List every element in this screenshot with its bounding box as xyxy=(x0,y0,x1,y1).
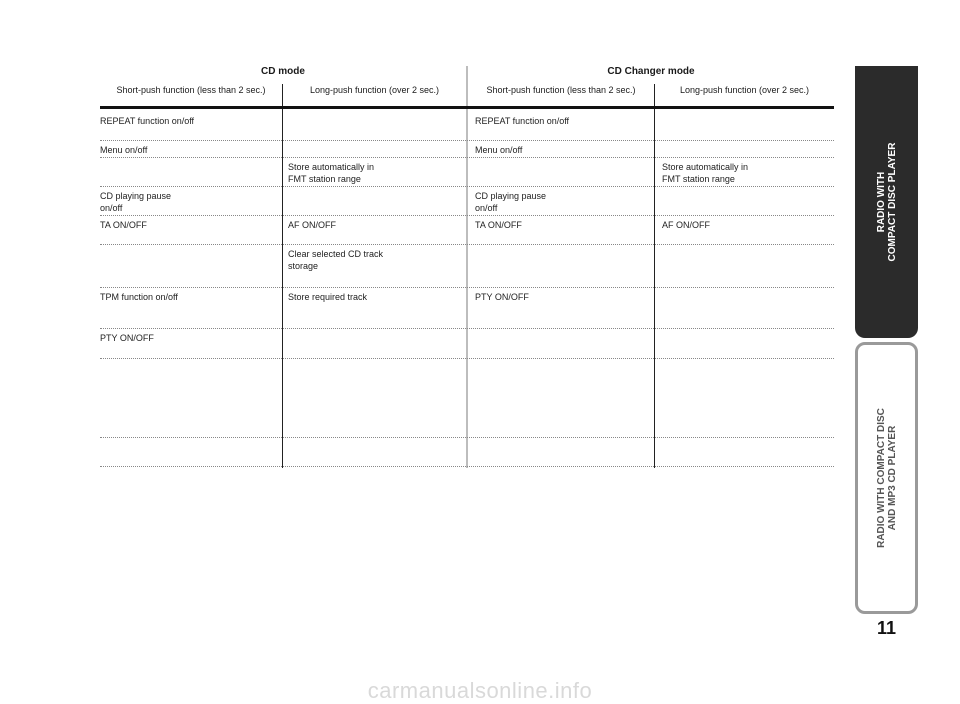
row-divider xyxy=(100,437,834,438)
table-cell: TPM function on/off xyxy=(100,292,178,302)
page-number: 11 xyxy=(876,618,897,638)
table-cell: TA ON/OFF xyxy=(475,220,522,230)
cd-long-push-header: Long-push function (over 2 sec.) xyxy=(309,85,440,95)
row-divider xyxy=(100,215,834,216)
row-divider xyxy=(100,466,834,467)
table-cell: REPEAT function on/off xyxy=(475,116,570,126)
row-divider xyxy=(100,157,834,158)
mode-divider xyxy=(466,66,468,468)
row-divider xyxy=(100,186,834,187)
table-cell: TA ON/OFF xyxy=(100,220,147,230)
changer-short-push-header: Short-push function (less than 2 sec.) xyxy=(486,85,636,95)
table-cell: Clear selected CD track storage xyxy=(288,249,384,271)
table-cell: CD playing pause on/off xyxy=(100,191,172,213)
table-cell: Store automatically in FMT station range xyxy=(662,162,749,184)
section-tab-radio-mp3-player[interactable] xyxy=(855,342,918,614)
watermark: carmanualsonline.info xyxy=(367,678,593,703)
table-cell: PTY ON/OFF xyxy=(100,333,154,343)
section-tab-label: RADIO WITH COMPACT DISC PLAYER xyxy=(875,142,898,262)
table-cell: AF ON/OFF xyxy=(288,220,336,230)
table-cell: Menu on/off xyxy=(475,145,523,155)
column-divider xyxy=(282,84,283,468)
table-cell: PTY ON/OFF xyxy=(475,292,529,302)
column-divider xyxy=(654,84,655,468)
cd-short-push-header: Short-push function (less than 2 sec.) xyxy=(116,85,266,95)
cd-changer-mode-title: CD Changer mode xyxy=(607,66,695,77)
changer-long-push-header: Long-push function (over 2 sec.) xyxy=(679,85,810,95)
cd-mode-title: CD mode xyxy=(261,66,305,77)
table-cell: AF ON/OFF xyxy=(662,220,710,230)
row-divider xyxy=(100,358,834,359)
row-divider xyxy=(100,328,834,329)
row-divider xyxy=(100,244,834,245)
row-divider xyxy=(100,287,834,288)
row-divider xyxy=(100,140,834,141)
section-tab-radio-cd-player[interactable] xyxy=(855,66,918,338)
table-cell: Store automatically in FMT station range xyxy=(288,162,375,184)
table-cell: Menu on/off xyxy=(100,145,148,155)
table-cell: REPEAT function on/off xyxy=(100,116,195,126)
header-rule xyxy=(100,106,834,109)
section-tab-label: RADIO WITH COMPACT DISC AND MP3 CD PLAYER xyxy=(875,408,898,548)
table-cell: CD playing pause on/off xyxy=(475,191,547,213)
table-cell: Store required track xyxy=(288,292,368,302)
